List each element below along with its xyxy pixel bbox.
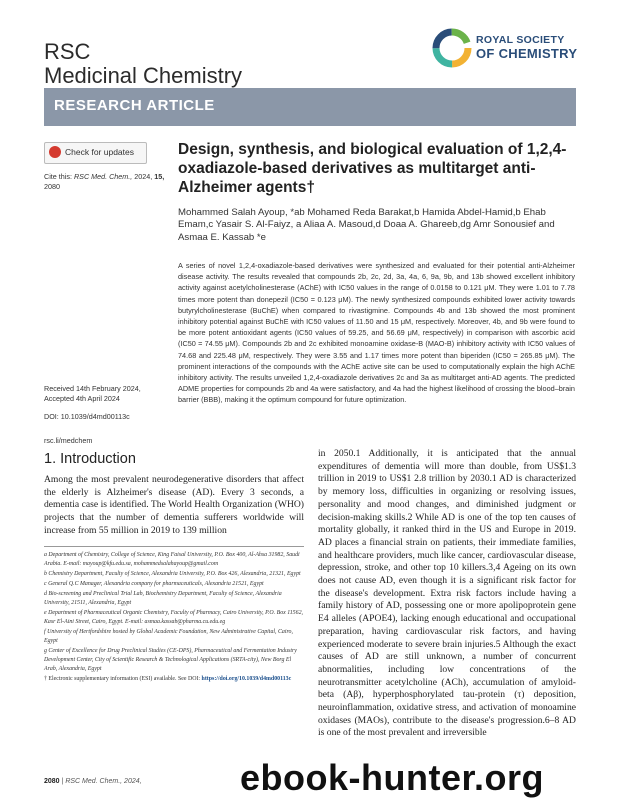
esi-doi-link[interactable]: https://doi.org/10.1039/d4md00113c	[201, 676, 292, 682]
footer-separator: |	[61, 778, 64, 785]
intro-column-1: Among the most prevalent neurodegenerative disorders that affect the elderly is Alzheimer's disease (AD). Every 3 seconds, a dementia case is identified. The World Health Organization (WHO) projects that the number of dementia sufferers worldwide will increase from 55 million in 2019 to 139 million	[44, 474, 304, 536]
citation: Cite this: RSC Med. Chem., 2024, 15, 2080	[44, 172, 165, 191]
rsc-logo-icon	[430, 26, 474, 70]
article-type: RESEARCH ARTICLE	[54, 97, 215, 114]
footnote-a: a Department of Chemistry, College of Science, King Faisal University, P.O. Box 400, Al-Ahsa 31982, Saudi Arabia. E-mail: mayoup@kfu.edu.sa, mohammedsalahayoup@gmail.com	[44, 552, 300, 567]
check-for-updates-button[interactable]	[44, 142, 147, 164]
page-number: 2080	[44, 778, 60, 785]
page-footer	[44, 778, 142, 785]
journal-line2: Medicinal Chemistry	[44, 63, 243, 88]
footer-journal: RSC Med. Chem., 2024,	[65, 778, 142, 785]
rsc-logo-text	[476, 34, 577, 60]
footnote-c: c General Q.C Manager, Alexandria company for pharmaceuticals, Alexandria 21521, Egypt	[44, 581, 264, 587]
footnote-d: d Bio-screening and Preclinical Trial Lab, Biochemistry Department, Faculty of Science, Alexandria University, 21511, Alexandria, Egypt	[44, 591, 282, 606]
journal-name	[44, 40, 242, 88]
footnote-f: f University of Hertfordshire hosted by Global Academic Foundation, New Administrative Capital, Cairo, Egypt	[44, 629, 293, 644]
article-type-banner	[44, 88, 576, 126]
author-list: Mohammed Salah Ayoup, *ab Mohamed Reda Barakat,b Hamida Abdel-Hamid,b Ehab Emam,c Yasair S. Al-Faiyz, a Aliaa A. Masoud,d Doaa A. Ghareeb,dg Amr Sonousief and Asmaa E. Kassab *e	[178, 207, 555, 243]
section-heading: 1. Introduction	[44, 451, 136, 467]
intro-column-2: in 2050.1 Additionally, it is anticipated that the annual expenditures of dementia will more than double, from US$1.3 trillion in 2019 to US$1 2.8 trillion by 2030.1 AD is characterized by memory loss, difficulties in organizing or resolving issues, personality and mood changes, and diminished judgment or decision-making skills.2 While AD is one of the top ten causes of mortality globally, it ranked third in the US and Europe in 2019. AD places a financial strain on patients, their immediate families, and healthcare providers, much like cancer, cardiovascular disease, depression, stroke, and other top 10 killers.3,4 Ageing on its own does not cause AD, even though it is a significant risk factor for the disease's development. Extra risk factors include having a family history of AD, possessing one or more apolipoprotein gene E4 alleles (APOE4), lacking enough educational and occupational preparation, having cardiovascular risk factors, and having experienced moderate to severe brain injuries.5 Although the exact causes of AD are still unknown, a number of concurrent abnormalities, including low concentrations of the neurotransmitter acetylcholine (ACh), accumulation of amyloid-beta (Aβ), hyperphosphorylated tau-protein (τ) deposition, neuroinflammation, oxidative stress, and activation of monoamine oxidases (MAOs), contribute to the disease's progression.6–8 AD is one of the most prevalent and irreversible	[318, 448, 576, 739]
check-updates-label: Check for updates	[65, 147, 134, 157]
doi-link[interactable]: DOI: 10.1039/d4md00113c	[44, 412, 130, 421]
accepted-date: Accepted 4th April 2024	[44, 394, 120, 403]
received-date: Received 14th February 2024,	[44, 384, 141, 393]
check-updates-icon	[49, 146, 61, 158]
logo-line1: ROYAL SOCIETY	[476, 34, 565, 46]
footnote-g: g Center of Excellence for Drug Preclinical Studies (CE-DPS), Pharmaceutical and Fermentation Industry Development Center, City of Scientific Research & Technological Applications (SRTA-city), New Borg El Arab, Alexandria, Egypt	[44, 648, 297, 672]
affiliation-footnotes	[44, 551, 304, 685]
footnote-divider	[44, 546, 304, 547]
journal-line1: RSC	[44, 39, 91, 64]
esi-note: † Electronic supplementary information (ESI) available. See DOI: https://doi.org/10.1039/d4md00113c	[44, 676, 292, 682]
footnote-e: e Department of Pharmaceutical Organic Chemistry, Faculty of Pharmacy, Cairo University, P.O. Box 11562, Kasr El-Aini Street, Cairo, Egypt. E-mail: asmaa.kassab@pharma.cu.edu.eg	[44, 610, 303, 625]
logo-line2: OF CHEMISTRY	[476, 46, 578, 61]
footnote-b: b Chemistry Department, Faculty of Science, Alexandria University, P.O. Box 426, Alexandria, 21321, Egypt	[44, 571, 301, 577]
article-title: Design, synthesis, and biological evaluation of 1,2,4-oxadiazole-based derivatives as multitarget anti-Alzheimer agents†	[178, 141, 567, 196]
rsc-logo	[430, 26, 590, 80]
abstract: A series of novel 1,2,4-oxadiazole-based derivatives were synthesized and evaluated for their potential anti-Alzheimer disease activity. The results revealed that compounds 2b, 2c, 2d, 3a, 4a, 6, 9a, 9b, and 13b showed excellent inhibitory activity against acetylcholinesterase (AChE) with IC50 values in the range of 0.0158 to 0.121 μM. They were 1.01 to 7.78 times more potent than donepezil (IC50 = 0.123 μM). The newly synthesized compounds exhibited lower activity towards butyrylcholinesterase (BuChE) when compared to rivastigmine. Compounds 4b and 13b showed the most prominent inhibitory potential against BuChE with IC50 values of 11.50 and 15 μM, respectively. Moreover, 4b, and 9b were found to be more potent antioxidant agents (IC50 values of 59.25, and 56.69 μM, respectively) in comparison with ascorbic acid (IC50 = 74.55 μM). Compounds 2b and 2c exhibited monoamine oxidase-B (MAO-B) inhibitory activity with IC50 values of 74.68 and 225.48 μM, respectively. They were 3.55 and 1.17 times more potent than biperiden (IC50 = 265.85 μM). The prominent interactions of the compounds with the AChE active site can be used to computationally explain the high AChE inhibitory activity. The results unveiled 1,2,4-oxadiazole derivatives 2c and 3a as multitarget anti-AD agents. The predicted ADME properties for compounds 2b and 4a were satisfactory, and 4a had the highest likelihood of crossing the blood–brain barrier (BBB), making it the optimum compound for future optimization.	[178, 261, 575, 405]
journal-url[interactable]: rsc.li/medchem	[44, 436, 93, 445]
watermark: ebook-hunter.org	[240, 757, 544, 798]
